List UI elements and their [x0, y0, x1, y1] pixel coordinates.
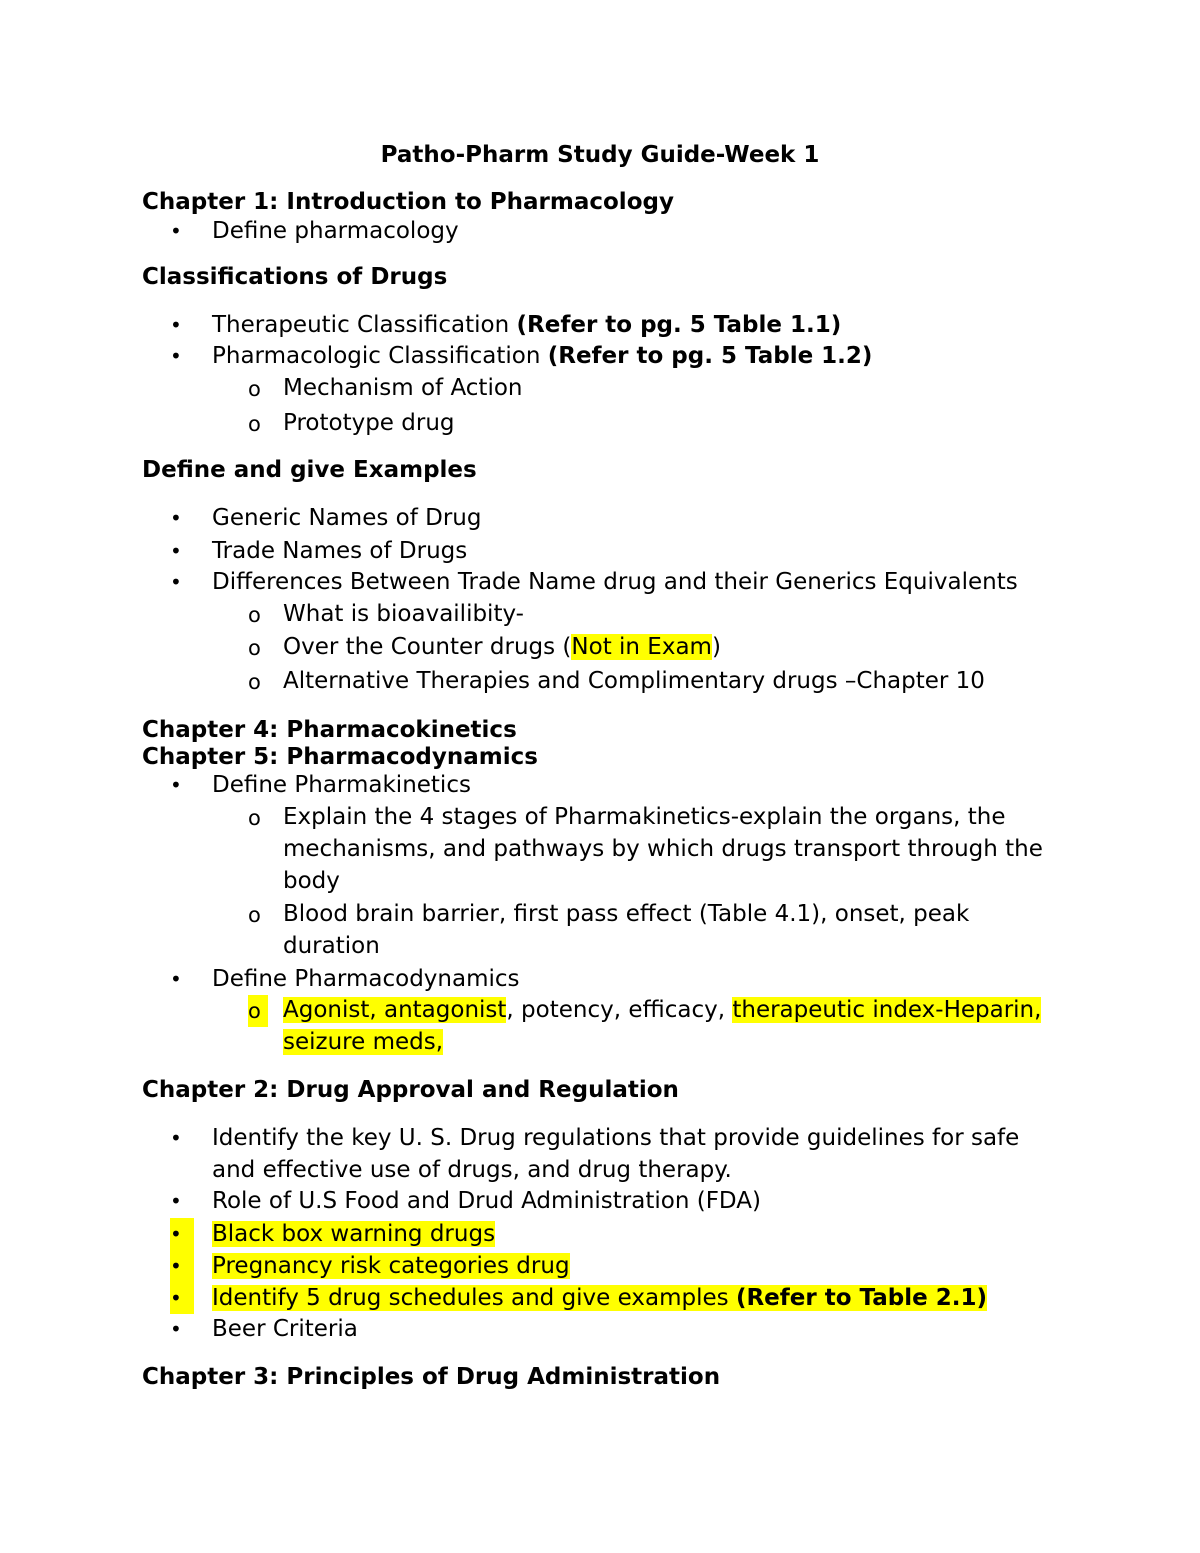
- highlighted-text: Agonist, antagonist: [283, 997, 507, 1023]
- list-item: Define Pharmacodynamics: [212, 966, 520, 992]
- list-item: [212, 309, 1112, 341]
- bullet-icon: •: [170, 1126, 182, 1150]
- sub-list-item: [283, 994, 1103, 1058]
- table-reference: (Refer to pg. 5 Table 1.2): [547, 343, 873, 369]
- chapter-2-heading: Chapter 2: Drug Approval and Regulation: [142, 1077, 679, 1103]
- bullet-icon: •: [170, 1250, 194, 1282]
- sub-list-item: What is bioavailibity-: [283, 601, 524, 627]
- sub-list-item-text: ): [711, 634, 721, 660]
- bullet-icon: •: [170, 967, 182, 991]
- bullet-icon: •: [170, 344, 182, 368]
- chapter-4-heading: Chapter 4: Pharmacokinetics: [142, 717, 517, 743]
- sub-bullet-icon: o: [248, 412, 261, 436]
- bullet-icon: •: [170, 570, 182, 594]
- sub-bullet-icon: o: [248, 377, 261, 401]
- classifications-heading: Classifications of Drugs: [142, 264, 448, 290]
- list-item: Differences Between Trade Name drug and their Generics Equivalents: [212, 569, 1018, 595]
- highlighted-text: Pregnancy risk categories drug: [212, 1253, 570, 1279]
- list-item: Define pharmacology: [212, 218, 459, 244]
- chapter-5-heading: Chapter 5: Pharmacodynamics: [142, 744, 538, 770]
- sub-list-item: Blood brain barrier, first pass effect (Table 4.1), onset, peak duration: [283, 901, 970, 959]
- sub-bullet-icon: o: [248, 603, 261, 627]
- chapter-3-heading: Chapter 3: Principles of Drug Administration: [142, 1364, 721, 1390]
- highlighted-text: Black box warning drugs: [212, 1221, 496, 1247]
- list-item: Define Pharmakinetics: [212, 772, 471, 798]
- highlighted-text: Not in Exam: [571, 634, 712, 660]
- list-item: [212, 340, 1112, 372]
- sub-bullet-icon: o: [248, 806, 261, 830]
- sub-list-item: Alternative Therapies and Complimentary drugs –Chapter 10: [283, 668, 985, 694]
- list-item: [212, 1250, 1112, 1282]
- sub-list-item-text: , potency, efficacy,: [506, 997, 733, 1023]
- list-item: [212, 1218, 1112, 1250]
- list-item: Generic Names of Drug: [212, 505, 482, 531]
- sub-bullet-icon: o: [248, 903, 261, 927]
- list-item: Identify the key U. S. Drug regulations that provide guidelines for safe and effective use of drugs, and drug therapy.: [212, 1125, 1020, 1183]
- sub-list-item: [283, 631, 1083, 663]
- sub-bullet-icon: o: [248, 670, 261, 694]
- bullet-icon: •: [170, 539, 182, 563]
- sub-list-item: Explain the 4 stages of Pharmakinetics-explain the organs, the mechanisms, and pathways by which drugs transport through the body: [283, 804, 1043, 894]
- bullet-icon: •: [170, 1189, 182, 1213]
- chapter-1-heading: Chapter 1: Introduction to Pharmacology: [142, 189, 674, 215]
- bullet-icon: •: [170, 219, 182, 243]
- bullet-icon: •: [170, 773, 182, 797]
- highlighted-text: therapeutic index-Heparin,: [732, 997, 1042, 1023]
- define-heading: Define and give Examples: [142, 457, 477, 483]
- bullet-icon: •: [170, 506, 182, 530]
- list-item-text: Pharmacologic Classification: [212, 343, 548, 369]
- list-item: Trade Names of Drugs: [212, 538, 468, 564]
- list-item: Role of U.S Food and Drud Administration (FDA): [212, 1188, 761, 1214]
- bullet-icon: •: [170, 1218, 194, 1250]
- sub-list-item: Prototype drug: [283, 410, 455, 436]
- highlighted-text: seizure meds,: [283, 1029, 444, 1055]
- sub-list-item-text: Over the Counter drugs (: [283, 634, 572, 660]
- table-reference: (Refer to Table 2.1): [735, 1285, 987, 1311]
- list-item: Beer Criteria: [212, 1316, 358, 1342]
- sub-bullet-icon: o: [248, 636, 261, 660]
- sub-list-item: Mechanism of Action: [283, 375, 523, 401]
- table-reference: (Refer to pg. 5 Table 1.1): [516, 312, 842, 338]
- list-item: [212, 1282, 1112, 1314]
- list-item-text: Therapeutic Classification: [212, 312, 517, 338]
- page-title: Patho-Pharm Study Guide-Week 1: [380, 142, 820, 168]
- bullet-icon: •: [170, 1317, 182, 1341]
- bullet-icon: •: [170, 1282, 194, 1314]
- bullet-icon: •: [170, 313, 182, 337]
- sub-bullet-icon: o: [248, 995, 268, 1027]
- highlighted-text: Identify 5 drug schedules and give examples: [212, 1285, 736, 1311]
